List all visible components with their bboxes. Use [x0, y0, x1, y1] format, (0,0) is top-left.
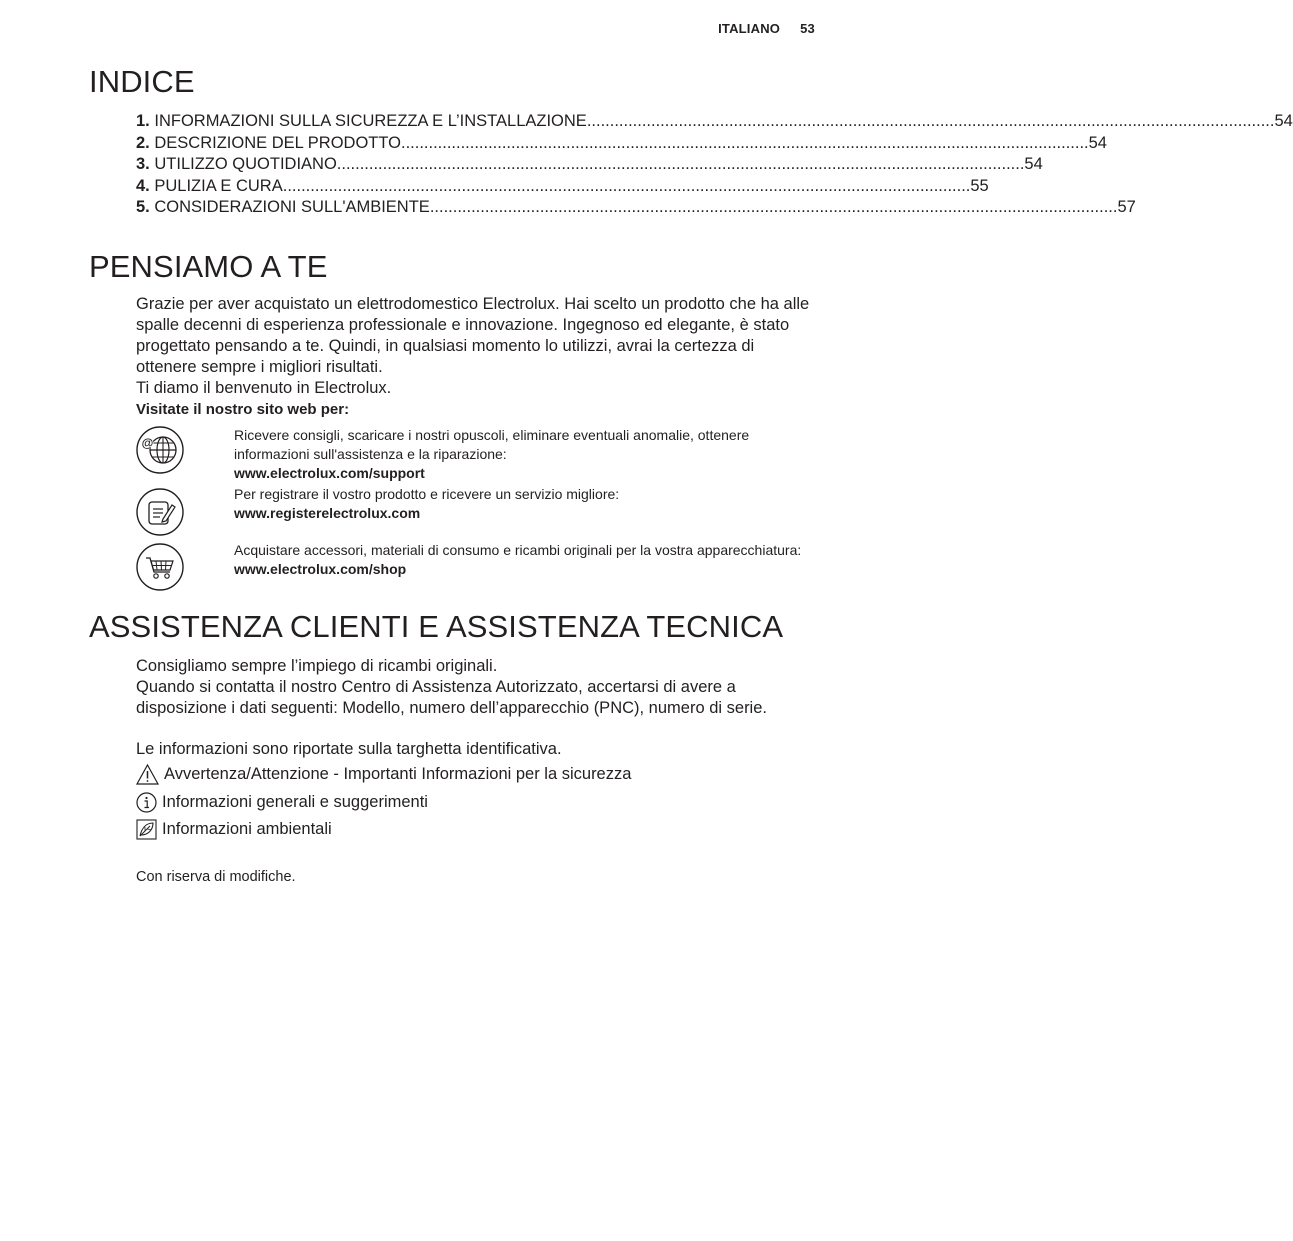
legend-info-text: Informazioni generali e suggerimenti — [162, 793, 428, 811]
toc-item-label: INFORMAZIONI SULLA SICUREZZA E L’INSTALLAZIONE — [154, 112, 587, 130]
register-link-description: Per registrare il vostro prodotto e ricevere un servizio migliore: — [234, 486, 620, 502]
legend-warning-text: Avvertenza/Attenzione - Importanti Informazioni per la sicurezza — [164, 765, 632, 783]
support-link-url[interactable]: www.electrolux.com/support — [234, 465, 425, 481]
header-language: ITALIANO — [718, 21, 781, 36]
toc-item-label: PULIZIA E CURA — [154, 176, 283, 195]
toc-item-number: 1. — [136, 112, 150, 130]
svg-text:@: @ — [141, 436, 154, 450]
shop-link-url[interactable]: www.electrolux.com/shop — [234, 561, 407, 577]
toc-item-number: 5. — [136, 198, 150, 216]
toc-item-page: 57 — [1117, 198, 1136, 216]
support-line-original-parts: Consigliamo sempre l’impiego di ricambi originali. — [136, 657, 498, 675]
info-icon — [136, 792, 157, 813]
legend-info — [136, 792, 428, 813]
page-header — [718, 21, 815, 36]
index-title: INDICE — [89, 64, 195, 99]
page-number: 53 — [800, 21, 815, 36]
support-title: ASSISTENZA CLIENTI E ASSISTENZA TECNICA — [89, 609, 784, 644]
shop-link-description: Acquistare accessori, materiali di consumo e ricambi originali per la vostra apparecchiatura: — [234, 542, 802, 558]
support-link-description: Ricevere consigli, scaricare i nostri opuscoli, eliminare eventuali anomalie, ottenere informazioni sull'assistenza e la riparazione: — [234, 427, 750, 462]
toc-item-number: 2. — [136, 133, 150, 152]
toc-item-label: DESCRIZIONE DEL PRODOTTO — [154, 133, 401, 152]
toc-item-page: 54 — [1274, 112, 1293, 130]
toc-leader-dots: ...................................................................................................................................................... — [336, 155, 1025, 173]
toc-item-label: UTILIZZO QUOTIDIANO — [154, 155, 337, 173]
support-line-rating-plate: Le informazioni sono riportate sulla targhetta identificativa. — [136, 740, 562, 758]
toc-item[interactable] — [136, 197, 1136, 219]
disclaimer: Con riserva di modifiche. — [136, 869, 296, 885]
register-link-url[interactable]: www.registerelectrolux.com — [234, 505, 421, 521]
legend-environment — [136, 819, 332, 840]
welcome-line: Ti diamo il benvenuto in Electrolux. — [136, 379, 392, 397]
toc-item-page: 54 — [1024, 155, 1043, 173]
globe-at-icon — [136, 426, 184, 474]
legend-warning — [136, 764, 631, 785]
toc-item[interactable] — [136, 111, 1293, 133]
toc-leader-dots: ...................................................................................................................................................... — [429, 198, 1118, 216]
toc-item-number: 3. — [136, 155, 150, 173]
toc-item-number: 4. — [136, 176, 150, 195]
warning-triangle-icon — [136, 764, 159, 785]
toc-item[interactable] — [136, 154, 1043, 176]
toc-item[interactable] — [136, 133, 1107, 155]
toc-leader-dots: ...................................................................................................................................................... — [282, 176, 971, 195]
table-of-contents — [136, 111, 1293, 219]
toc-item-page: 54 — [1088, 133, 1107, 152]
toc-item[interactable] — [136, 176, 989, 198]
thinking-title: PENSIAMO A TE — [89, 249, 328, 284]
legend-environment-text: Informazioni ambientali — [162, 820, 332, 838]
toc-leader-dots: ...................................................................................................................................................... — [586, 112, 1275, 130]
visit-heading: Visitate il nostro sito web per: — [136, 401, 350, 418]
support-line-contact: Quando si contatta il nostro Centro di Assistenza Autorizzato, accertarsi di avere a disposizione i dati seguenti: Modello, numero dell’apparecchio (PNC), numero di serie. — [136, 678, 767, 717]
shopping-cart-icon — [136, 543, 184, 591]
environment-leaf-icon — [136, 819, 157, 840]
intro-paragraph: Grazie per aver acquistato un elettrodomestico Electrolux. Hai scelto un prodotto che ha alle spalle decenni di esperienza professionale e innovazione. Ingegnoso ed elegante, è stato progettato pensando a te. Quindi, in qualsiasi momento lo utilizzi, avrai la certezza di ottenere sempre i migliori risultati. — [136, 295, 810, 376]
toc-item-label: CONSIDERAZIONI SULL'AMBIENTE — [154, 198, 430, 216]
register-form-icon — [136, 488, 184, 536]
toc-item-page: 55 — [970, 176, 989, 195]
toc-leader-dots: ...................................................................................................................................................... — [400, 133, 1089, 152]
